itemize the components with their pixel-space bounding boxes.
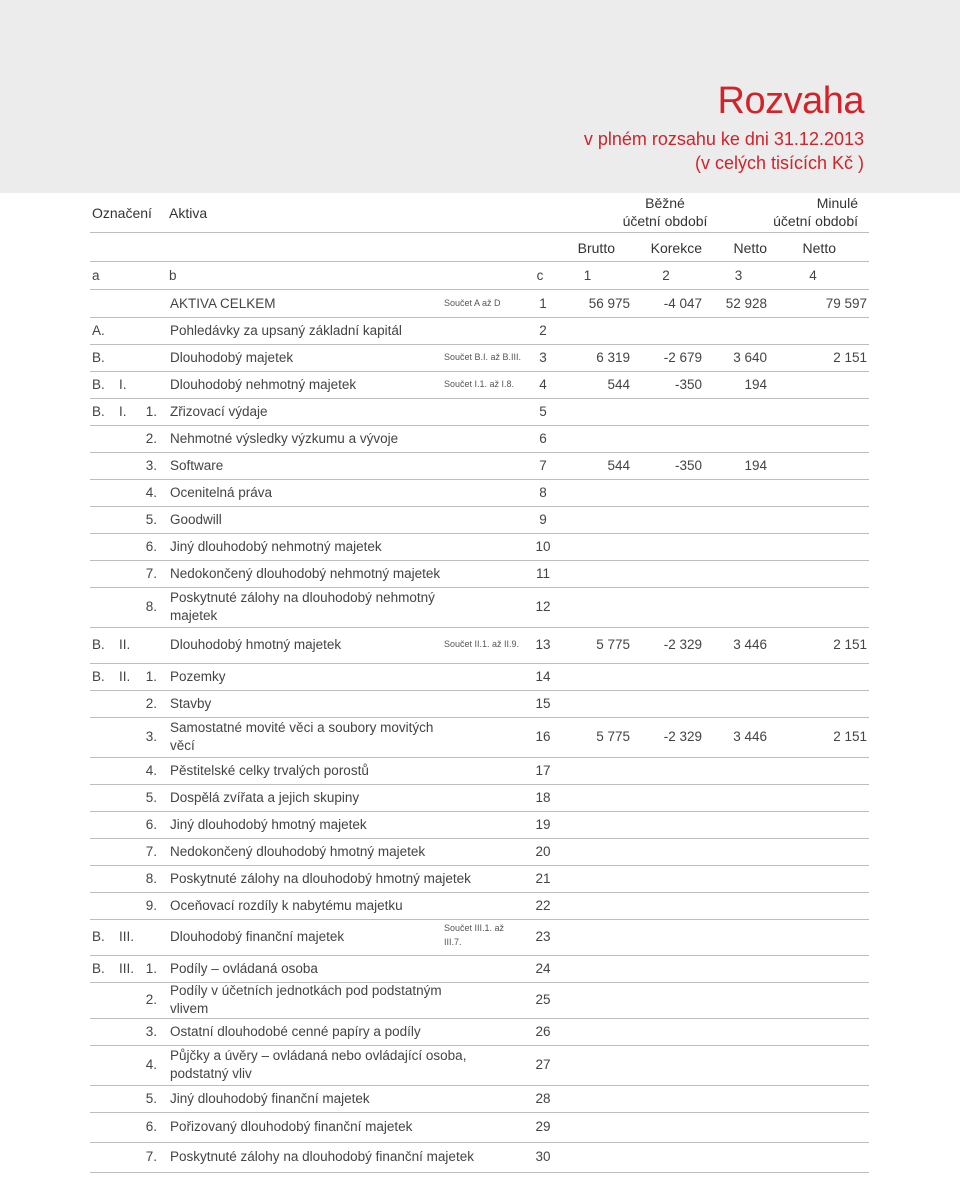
row-divider	[90, 452, 869, 453]
row-mark-level1: B.	[92, 668, 105, 684]
page-subtitle-units: (v celých tisících Kč )	[694, 153, 864, 173]
row-label: Pozemky	[170, 668, 226, 684]
row-mark-level1: B.	[92, 349, 105, 365]
row-divider	[90, 838, 869, 839]
column-header-aktiva: Aktiva	[169, 205, 208, 221]
row-mark-level3: 7.	[145, 1149, 157, 1164]
value-brutto: 6 319	[596, 349, 630, 365]
row-label: Podíly – ovládaná osoba	[170, 960, 318, 976]
value-netto: 3 446	[733, 729, 767, 744]
row-sum-formula-continued: III.7.	[444, 937, 462, 947]
row-mark-level3: 8.	[145, 599, 157, 614]
row-number: 28	[535, 1090, 551, 1106]
row-label: Poskytnuté zálohy na dlouhodobý nehmotný	[170, 590, 435, 605]
row-divider	[90, 627, 869, 628]
value-korekce: -2 329	[663, 729, 702, 744]
row-number: 26	[535, 1023, 551, 1039]
row-mark-level3: 7.	[145, 843, 157, 859]
row-label: Dospělá zvířata a jejich skupiny	[170, 789, 360, 805]
row-label: Jiný dlouhodobý nehmotný majetek	[170, 538, 382, 554]
row-number: 7	[539, 457, 547, 473]
row-mark-level3: 3.	[145, 1023, 157, 1039]
value-netto: 194	[744, 376, 767, 392]
row-number: 18	[535, 789, 551, 805]
column-letter: a	[92, 268, 100, 283]
row-label: Samostatné movité věci a soubory movitých	[170, 720, 434, 735]
row-number: 25	[535, 992, 551, 1007]
column-header-previous-period-2: účetní období	[773, 213, 858, 229]
column-letter: c	[536, 268, 544, 283]
row-divider	[90, 784, 869, 785]
row-mark-level3: 2.	[145, 430, 157, 446]
row-number: 13	[535, 637, 551, 652]
row-mark-level3: 5.	[145, 789, 157, 805]
row-divider	[90, 425, 869, 426]
row-mark-level3: 5.	[145, 511, 157, 527]
row-label: AKTIVA CELKEM	[170, 295, 276, 311]
row-mark-level3: 6.	[145, 816, 157, 832]
row-label-continued: podstatný vliv	[170, 1066, 252, 1081]
row-mark-level3: 4.	[145, 1057, 157, 1072]
row-number: 10	[535, 538, 551, 554]
row-divider	[90, 587, 869, 588]
row-label: Dlouhodobý finanční majetek	[170, 929, 345, 944]
row-number: 24	[535, 960, 551, 976]
row-label: Nedokončený dlouhodobý hmotný majetek	[170, 843, 426, 859]
row-number: 12	[535, 599, 551, 614]
column-letter: 2	[662, 268, 670, 283]
row-number: 8	[539, 484, 547, 500]
row-mark-level3: 6.	[145, 538, 157, 554]
row-divider	[90, 1112, 869, 1113]
row-label: Pěstitelské celky trvalých porostů	[170, 762, 369, 778]
row-number: 11	[535, 565, 550, 581]
row-label: Dlouhodobý majetek	[170, 349, 294, 365]
value-netto: 194	[744, 457, 767, 473]
column-header-brutto: Brutto	[577, 240, 615, 256]
row-number: 4	[539, 376, 547, 392]
row-divider	[90, 317, 869, 318]
row-mark-level2: II.	[119, 637, 131, 652]
row-divider	[90, 289, 869, 290]
row-divider	[90, 1018, 869, 1019]
row-number: 3	[539, 349, 547, 365]
row-mark-level1: A.	[92, 322, 105, 338]
row-label: Jiný dlouhodobý hmotný majetek	[170, 816, 367, 832]
row-mark-level1: B.	[92, 403, 105, 419]
row-mark-level1: B.	[92, 637, 105, 652]
row-divider	[90, 1172, 869, 1173]
row-divider	[90, 757, 869, 758]
row-number: 17	[535, 762, 551, 778]
row-divider	[90, 690, 869, 691]
row-mark-level3: 9.	[145, 897, 157, 913]
row-mark-level3: 5.	[145, 1090, 157, 1106]
row-divider	[90, 506, 869, 507]
row-label: Ocenitelná práva	[170, 484, 273, 500]
column-letter: 3	[734, 268, 743, 283]
row-mark-level1: B.	[92, 960, 105, 976]
row-mark-level2: II.	[119, 668, 131, 684]
row-label: Nehmotné výsledky výzkumu a vývoje	[170, 430, 399, 446]
row-divider	[90, 717, 869, 718]
value-netto: 52 928	[725, 295, 767, 311]
row-label: Stavby	[170, 695, 212, 711]
row-label: Jiný dlouhodobý finanční majetek	[170, 1090, 370, 1106]
column-header-netto: Netto	[733, 240, 767, 256]
row-label: Software	[170, 457, 224, 473]
row-mark-level2: I.	[119, 403, 127, 419]
row-number: 6	[539, 430, 547, 446]
subheader-divider	[90, 261, 869, 262]
row-divider	[90, 919, 869, 920]
column-header-korekce: Korekce	[650, 240, 702, 256]
row-mark-level3: 4.	[145, 762, 157, 778]
value-korekce: -2 329	[663, 637, 702, 652]
row-label: Pořizovaný dlouhodobý finanční majetek	[170, 1119, 413, 1134]
row-label-continued: majetek	[170, 608, 218, 623]
row-mark-level2: III.	[119, 960, 135, 976]
page-subtitle-date: v plném rozsahu ke dni 31.12.2013	[583, 129, 864, 149]
column-header-previous-period-1: Minulé	[816, 195, 858, 211]
row-number: 16	[535, 729, 551, 744]
header-divider	[90, 232, 869, 233]
row-mark-level1: B.	[92, 929, 105, 944]
value-brutto: 544	[607, 457, 630, 473]
row-number: 27	[535, 1057, 551, 1072]
row-mark-level3: 2.	[145, 695, 157, 711]
value-netto-previous: 79 597	[825, 295, 867, 311]
row-label: Goodwill	[170, 511, 222, 527]
row-sum-formula: Součet A až D	[444, 297, 501, 308]
row-label: Poskytnuté zálohy na dlouhodobý finanční majetek	[170, 1149, 474, 1164]
row-number: 9	[539, 511, 547, 527]
row-label: Poskytnuté zálohy na dlouhodobý hmotný majetek	[170, 870, 471, 886]
row-mark-level3: 1.	[145, 668, 157, 684]
row-number: 15	[535, 695, 551, 711]
column-header-current-period-2: účetní období	[622, 213, 708, 229]
value-netto: 3 640	[733, 349, 767, 365]
row-number: 21	[535, 870, 551, 886]
column-letter: b	[169, 268, 177, 283]
row-divider	[90, 560, 869, 561]
row-divider	[90, 811, 869, 812]
row-divider	[90, 371, 869, 372]
row-number: 19	[535, 816, 551, 832]
row-mark-level3: 3.	[145, 729, 157, 744]
row-mark-level3: 7.	[145, 565, 157, 581]
row-label: Zřizovací výdaje	[170, 403, 268, 419]
value-brutto: 56 975	[588, 295, 630, 311]
row-number: 20	[535, 843, 551, 859]
row-divider	[90, 892, 869, 893]
column-letter: 4	[809, 268, 817, 283]
value-netto-previous: 2 151	[833, 729, 867, 744]
row-label-continued: vlivem	[170, 1001, 209, 1016]
row-mark-level1: B.	[92, 376, 105, 392]
row-divider	[90, 1085, 869, 1086]
row-divider	[90, 344, 869, 345]
row-number: 29	[535, 1119, 551, 1134]
row-mark-level3: 6.	[145, 1119, 157, 1134]
row-mark-level3: 8.	[145, 870, 157, 886]
row-divider	[90, 1142, 869, 1143]
row-label: Dlouhodobý nehmotný majetek	[170, 376, 357, 392]
column-header-netto-previous: Netto	[802, 240, 836, 256]
column-letter: 1	[583, 268, 592, 283]
row-label: Pohledávky za upsaný základní kapitál	[170, 322, 402, 338]
column-header-oznaceni: Označení	[92, 205, 152, 221]
row-mark-level3: 2.	[145, 992, 157, 1007]
column-header-current-period-1: Běžné	[645, 195, 685, 211]
row-divider	[90, 865, 869, 866]
value-netto-previous: 2 151	[833, 637, 867, 652]
row-number: 5	[539, 403, 547, 419]
row-label: Dlouhodobý hmotný majetek	[170, 637, 342, 652]
row-sum-formula: Součet B.I. až B.III.	[444, 351, 522, 362]
value-korekce: -350	[674, 457, 702, 473]
row-number: 14	[535, 668, 551, 684]
value-brutto: 5 775	[596, 637, 630, 652]
row-divider	[90, 533, 869, 534]
value-korekce: -4 047	[663, 295, 702, 311]
value-korekce: -2 679	[663, 349, 702, 365]
row-mark-level3: 3.	[145, 457, 157, 473]
row-label: Podíly v účetních jednotkách pod podstatným	[170, 983, 442, 998]
row-mark-level3: 1.	[145, 960, 157, 976]
value-korekce: -350	[674, 376, 702, 392]
value-brutto: 544	[607, 376, 630, 392]
row-number: 1	[539, 295, 547, 311]
row-number: 30	[535, 1149, 551, 1164]
row-label: Oceňovací rozdíly k nabytému majetku	[170, 897, 403, 913]
row-number: 22	[535, 897, 551, 913]
row-sum-formula: Součet III.1. až	[444, 923, 505, 933]
page-title: Rozvaha	[717, 80, 864, 122]
row-divider	[90, 398, 869, 399]
row-mark-level3: 4.	[145, 484, 157, 500]
row-sum-formula: Součet I.1. až I.8.	[444, 378, 515, 389]
row-label: Ostatní dlouhodobé cenné papíry a podíly	[170, 1023, 421, 1039]
row-label-continued: věcí	[170, 738, 195, 753]
row-divider	[90, 479, 869, 480]
value-netto: 3 446	[733, 637, 767, 652]
value-netto-previous: 2 151	[833, 349, 867, 365]
row-divider	[90, 955, 869, 956]
row-divider	[90, 1045, 869, 1046]
row-sum-formula: Součet II.1. až II.9.	[444, 639, 520, 649]
row-number: 2	[539, 322, 547, 338]
row-number: 23	[535, 929, 551, 944]
row-mark-level2: III.	[119, 929, 135, 944]
row-divider	[90, 663, 869, 664]
value-brutto: 5 775	[596, 729, 630, 744]
row-label: Nedokončený dlouhodobý nehmotný majetek	[170, 565, 441, 581]
row-mark-level2: I.	[119, 376, 127, 392]
row-label: Půjčky a úvěry – ovládaná nebo ovládající osoba,	[170, 1048, 467, 1063]
row-mark-level3: 1.	[145, 403, 157, 419]
